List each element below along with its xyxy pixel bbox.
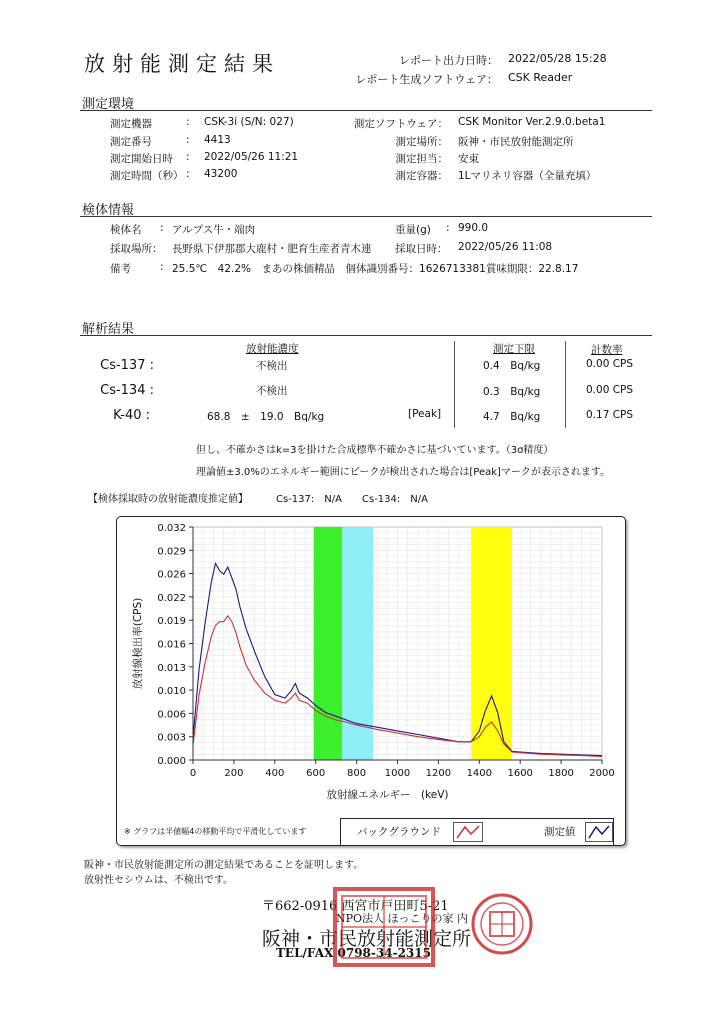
- analysis-note-peak: 理論値±3.0%のエネルギー範囲にピークが検出された場合は[Peak]マークが表示されます。: [196, 467, 611, 478]
- result-conc-cs137: 不検出: [256, 360, 288, 372]
- x-tick-label: 1600: [507, 768, 533, 779]
- software-label: レポート生成ソフトウェア：: [355, 73, 498, 86]
- env-value-device: CSK-3i (S/N: 027): [204, 116, 294, 128]
- y-tick-label: 0.010: [157, 686, 186, 698]
- x-axis-label: 放射線エネルギー (keV): [326, 789, 449, 801]
- result-limit-cs137: 0.4 Bq/kg: [483, 360, 541, 372]
- x-tick-label: 400: [265, 768, 285, 779]
- output-datetime-label: レポート出力日時：: [399, 54, 498, 67]
- y-axis-label: 放射線検出率(CPS): [132, 597, 144, 690]
- section-analysis-rule: [80, 335, 652, 336]
- env-value-start: 2022/05/26 11:21: [204, 151, 299, 163]
- estimate-label: 【検体採取時の放射能濃度推定値】: [88, 494, 248, 505]
- output-datetime: 2022/05/28 15:28: [508, 52, 607, 65]
- y-tick-label: 0.019: [157, 616, 186, 628]
- env-value-number: 4413: [204, 134, 231, 146]
- sample-colon: :: [160, 222, 164, 234]
- y-tick-label: 0.026: [157, 569, 186, 581]
- column-divider: [454, 341, 455, 428]
- sample-value-date: 2022/05/26 11:08: [458, 241, 553, 253]
- env-colon: :: [186, 168, 190, 180]
- result-rate-cs137: 0.00 CPS: [586, 358, 634, 370]
- x-tick-label: 1200: [425, 768, 452, 779]
- y-tick-label: 0.013: [157, 662, 186, 674]
- result-conc-cs134: 不検出: [256, 385, 288, 397]
- x-tick-label: 1000: [384, 768, 411, 779]
- analysis-note-uncertainty: 但し、不確かさはk=3を掛けた合成標準不確かさに基づいています。（3σ精度）: [196, 445, 554, 456]
- result-nuclide-k40: K-40 :: [113, 408, 150, 423]
- estimate-cs134: Cs-134: N/A: [362, 494, 428, 505]
- result-nuclide-cs134: Cs-134 :: [100, 383, 154, 398]
- spectrum-chart-frame: [116, 516, 626, 846]
- column-divider: [565, 341, 566, 428]
- env-label-container: 測定容器：: [395, 170, 448, 182]
- y-tick-label: 0.003: [157, 732, 186, 744]
- env-colon: :: [186, 151, 190, 163]
- env-label-place: 測定場所：: [395, 136, 448, 148]
- round-seal-stamp: [470, 892, 534, 956]
- stamp-address2: NPO法人 ほっこりの家 内: [336, 912, 469, 925]
- y-tick-label: 0.006: [157, 709, 186, 721]
- col-header-limit: 測定下限: [493, 343, 535, 355]
- sample-label-date: 採取日時：: [395, 243, 448, 255]
- sample-colon: :: [160, 261, 164, 273]
- col-header-concentration: 放射能濃度: [246, 343, 299, 355]
- energy-band: [471, 527, 512, 760]
- x-tick-label: 1400: [466, 768, 493, 779]
- env-value-operator: 安東: [458, 153, 479, 165]
- env-label-start: 測定開始日時: [110, 153, 173, 165]
- result-limit-cs134: 0.3 Bq/kg: [483, 386, 541, 398]
- col-header-rate: 計数率: [591, 344, 623, 356]
- certification-line1: 阪神・市民放射能測定所の測定結果であることを証明します。: [84, 860, 364, 871]
- square-seal-stamp: [332, 886, 436, 968]
- result-rate-k40: 0.17 CPS: [586, 409, 634, 421]
- energy-band: [314, 527, 343, 760]
- y-tick-label: 0.016: [157, 639, 186, 651]
- sample-label-name: 検体名: [110, 224, 142, 236]
- env-label-software: 測定ソフトウェア：: [353, 118, 448, 130]
- result-limit-k40: 4.7 Bq/kg: [483, 411, 541, 423]
- stamp-organization: 阪神・市民放射能測定所: [262, 928, 472, 950]
- legend-label-measured: 測定値: [544, 826, 576, 838]
- x-tick-label: 1800: [548, 768, 574, 779]
- env-value-software: CSK Monitor Ver.2.9.0.beta1: [458, 116, 606, 128]
- env-value-place: 阪神・市民放射能測定所: [458, 136, 574, 148]
- env-colon: :: [186, 116, 190, 128]
- result-rate-cs134: 0.00 CPS: [586, 384, 634, 396]
- report-title: 放射能測定結果: [84, 52, 280, 76]
- y-tick-label: 0.032: [157, 523, 186, 534]
- stamp-telfax: TEL/FAX 0798-34-2315: [276, 946, 431, 960]
- y-tick-label: 0.029: [157, 546, 186, 558]
- software-name: CSK Reader: [508, 71, 573, 84]
- x-tick-label: 600: [306, 768, 326, 779]
- legend-swatch-measured: [585, 822, 615, 842]
- sample-value-name: アルプス牛・端肉: [172, 224, 256, 236]
- result-conc-k40: 68.8 ± 19.0 Bq/kg: [207, 411, 325, 423]
- legend-swatch-background: [453, 822, 483, 842]
- legend-label-background: バックグラウンド: [357, 826, 441, 838]
- env-label-number: 測定番号: [110, 136, 152, 148]
- certification-line2: 放射性セシウムは、不検出です。: [84, 875, 234, 886]
- stamp-address: 〒662-0916 西宮市戸田町5-21: [262, 899, 449, 914]
- sample-label-place: 採取場所：: [110, 243, 163, 255]
- chart-smoothing-note: ※ グラフは半値幅4の移動平均で平滑化しています: [124, 827, 307, 836]
- sample-value-note: 25.5℃ 42.2% まあの株価精品 個体識別番号：1626713381賞味期限：22.8.17: [172, 263, 579, 275]
- section-env-title: 測定環境: [82, 97, 135, 112]
- chart-legend: [340, 818, 614, 846]
- env-value-duration: 43200: [204, 168, 238, 180]
- result-peak-k40: [Peak]: [408, 408, 442, 420]
- env-label-operator: 測定担当：: [395, 153, 448, 165]
- x-tick-label: 0: [189, 768, 197, 779]
- x-tick-label: 800: [347, 768, 367, 779]
- section-env-rule: [80, 110, 652, 111]
- section-analysis-title: 解析結果: [82, 322, 135, 337]
- env-label-duration: 測定時間（秒）: [110, 170, 184, 182]
- section-sample-rule: [80, 216, 652, 217]
- env-label-device: 測定機器: [110, 118, 152, 130]
- env-value-container: 1Lマリネリ容器（全量充填）: [458, 170, 597, 182]
- y-tick-label: 0.022: [157, 592, 186, 604]
- section-sample-title: 検体情報: [82, 203, 135, 218]
- sample-label-note: 備考: [110, 263, 131, 275]
- x-tick-label: 2000: [589, 768, 615, 779]
- sample-value-weight: 990.0: [458, 222, 489, 234]
- x-tick-label: 200: [224, 768, 244, 779]
- sample-value-place: 長野県下伊那郡大鹿村・肥育生産者青木連: [172, 243, 372, 255]
- y-tick-label: 0.000: [157, 756, 186, 767]
- sample-colon: :: [446, 222, 450, 234]
- result-nuclide-cs137: Cs-137 :: [100, 358, 154, 373]
- estimate-cs137: Cs-137: N/A: [276, 494, 342, 505]
- env-colon: :: [186, 134, 190, 146]
- sample-label-weight: 重量(g): [395, 224, 431, 236]
- spectrum-chart: [117, 517, 625, 845]
